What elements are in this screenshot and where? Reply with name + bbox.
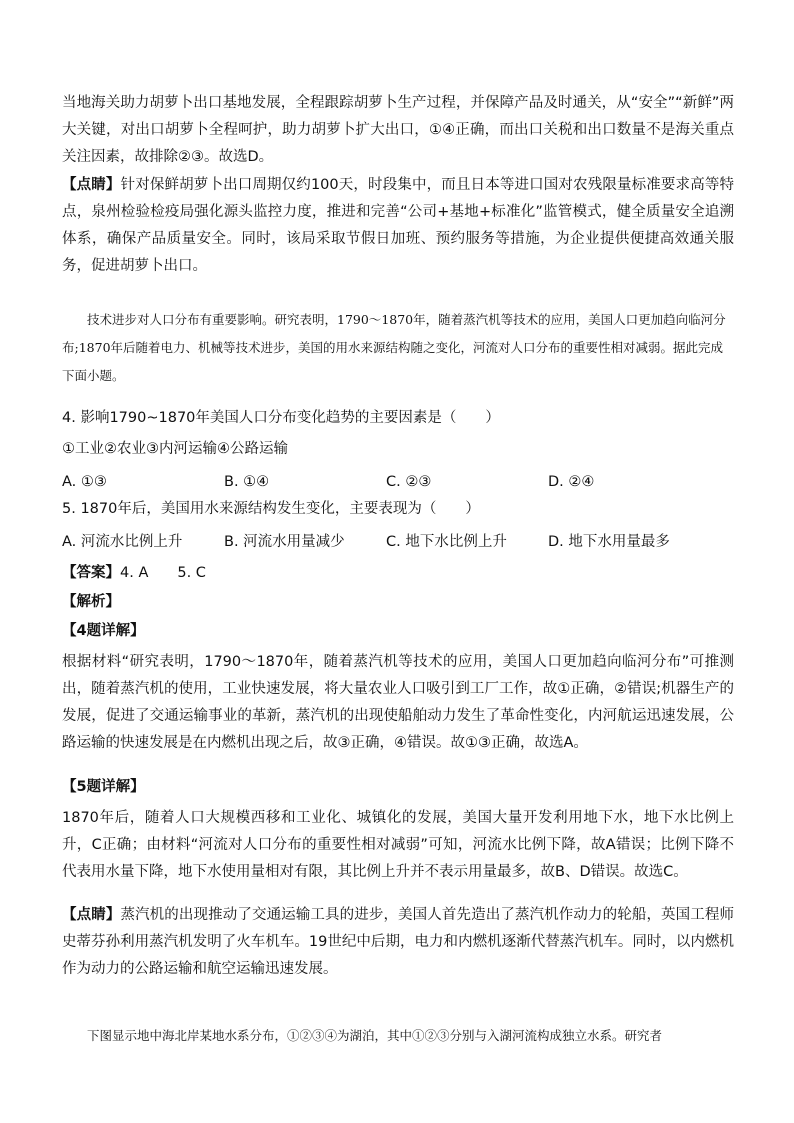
paragraph-explanation bbox=[62, 90, 734, 171]
option-c: C. ②③ bbox=[386, 474, 432, 490]
question-4-items: ①工业②农业③内河运输④公路运输 bbox=[62, 441, 288, 457]
option-c: C. 地下水比例上升 bbox=[386, 534, 507, 550]
option-d: D. ②④ bbox=[548, 474, 595, 490]
material-text: 下图显示地中海北岸某地水系分布，①②③④为湖泊，其中①②③分别与入湖河流构成独立水系。研究者 bbox=[87, 1028, 663, 1043]
option-b: B. ①④ bbox=[224, 474, 270, 490]
material-passage-1 bbox=[62, 306, 734, 390]
option-a: A. 河流水比例上升 bbox=[62, 534, 183, 550]
answer-tag: 【答案】 bbox=[62, 565, 120, 581]
analysis-heading bbox=[62, 589, 734, 616]
point-text: 蒸汽机的出现推动了交通运输工具的进步，美国人首先造出了蒸汽机作动力的轮船，英国工程师史蒂芬孙利用蒸汽机发明了火车机车。19世纪中后期，电力和内燃机逐渐代替蒸汽机车。同时，以内燃机作为动力的公路运输和航空运输迅速发展。 bbox=[62, 907, 735, 977]
q5-detail-text: 1870年后，随着人口大规模西移和工业化、城镇化的发展，美国大量开发利用地下水，地下水比例上升，C正确；由材料“河流对人口分布的重要性相对减弱”可知，河流水比例下降，故A错误；比例下降不代表用水量下降，地下水使用量相对有限，其比例上升并不表示用量最多，故B、D错误。故选C。 bbox=[62, 810, 734, 880]
analysis-tag: 【解析】 bbox=[62, 594, 120, 610]
point-section-1 bbox=[62, 172, 734, 280]
point-tag: 【点睛】 bbox=[62, 177, 121, 193]
point-section-2 bbox=[62, 902, 734, 983]
option-d: D. 地下水用量最多 bbox=[548, 534, 670, 550]
point-tag: 【点睛】 bbox=[62, 907, 121, 923]
point-text: 针对保鲜胡萝卜出口周期仅约100天，时段集中，而且日本等进口国对农残限量标准要求高等特点，泉州检验检疫局强化源头监控力度，推进和完善“公司+基地+标准化”监管模式，健全质量安全追溯体系，确保产品质量安全。同时，该局采取节假日加班、预约服务等措施，为企业提供便捷高效通关服务，促进胡萝卜出口。 bbox=[62, 177, 734, 274]
material-text: 技术进步对人口分布有重要影响。研究表明，1790～1870年，随着蒸汽机等技术的应用，美国人口更加趋向临河分布;1870年后随着电力、机械等技术进步，美国的用水来源结构随之变化，河流对人口分布的重要性相对减弱。据此完成下面小题。 bbox=[62, 312, 726, 383]
question-4-stem: 4. 影响1790~1870年美国人口分布变化趋势的主要因素是（ ） bbox=[62, 410, 500, 426]
question-5 bbox=[62, 496, 734, 556]
question-4 bbox=[62, 405, 734, 496]
answer-text: 4. A 5. C bbox=[120, 565, 206, 581]
q4-detail-section bbox=[62, 618, 734, 757]
q4-detail-text: 根据材料“研究表明，1790～1870年，随着蒸汽机等技术的应用，美国人口更加趋向临河分布”可推测出，随着蒸汽机的使用，工业快速发展，将大量农业人口吸引到工厂工作，故①正确，②错误;机器生产的发展，促进了交通运输事业的革新，蒸汽机的出现使船舶动力发生了革命性变化，内河航运迅速发展，公路运输的快速发展是在内燃机出现之后，故③正确，④错误。故①③正确，故选A。 bbox=[62, 654, 734, 751]
q5-detail-section bbox=[62, 774, 734, 886]
option-a: A. ①③ bbox=[62, 474, 107, 490]
question-5-stem: 5. 1870年后，美国用水来源结构发生变化，主要表现为（ ） bbox=[62, 501, 480, 517]
question-4-options bbox=[62, 469, 734, 496]
option-b: B. 河流水用量减少 bbox=[224, 534, 345, 550]
q5-detail-tag: 【5题详解】 bbox=[62, 779, 145, 795]
q4-detail-tag: 【4题详解】 bbox=[62, 623, 145, 639]
explanation-text: 当地海关助力胡萝卜出口基地发展，全程跟踪胡萝卜生产过程，并保障产品及时通关，从“安全”“新鲜”两大关键，对出口胡萝卜全程呵护，助力胡萝卜扩大出口，①④正确，而出口关税和出口数量不是海关重点关注因素，故排除②③。故选D。 bbox=[62, 95, 734, 165]
material-passage-2 bbox=[62, 1022, 734, 1050]
answer-line bbox=[62, 560, 734, 587]
question-5-options bbox=[62, 529, 734, 556]
